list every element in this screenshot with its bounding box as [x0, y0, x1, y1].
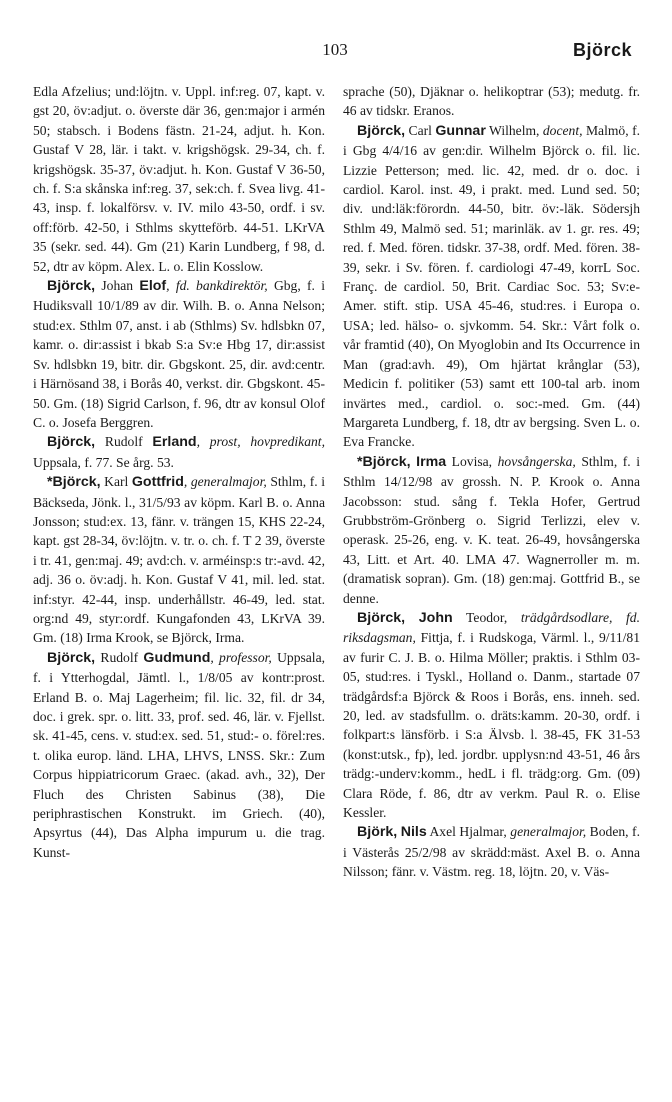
running-head: Björck	[572, 40, 632, 60]
entry-bjorck-gottfrid	[33, 472, 325, 648]
entry-given-bold: Elof	[139, 278, 167, 295]
entry-text: Sthlm, f. i Sthlm 14/12/98 av grossh. N. P. Krook o. Anna Jacobsson: stud. sång f. Tekla Hofer, Gertrud Grubbström-Grönberg o. Sigrid Terlizzi, elev v. operask. 25-26, eng. v. K. teat. 26-49, hovsångerska 43, Litt. et Art. 40. LMA 47. Wagnerroller m. m. (dramatisk sopran). Gm. (18) gen:maj. Gottfrid B., se denne.	[343, 453, 641, 606]
entry-text: Fittja, f. i Rudskoga, Värml. l., 9/11/81 av furir C. J. B. o. Hilma Möller; praktis. i Sthlm 03-05, stud:res. i Tyskl., Holland o. Danm., startade 07 trädgårdsf:a Björck & Roos i Borås, ens. inneh. sed. 20, led. av stadsfullm. o. dräts:kamm. 20-30, ordf. i folkpart:s länsförb. i S:a Älvsb. l. 38-45, FK 31-53 (konst:utsk., fp), led. jordbr. upplysn:nd 43-51, 46 års trädg:-underv:komm., hedL i fl. trädg:org. Gm. (09) Clara Röde, f. 86, dtr av verkm. Paul R. o. Elise Kessler.	[343, 630, 640, 821]
entry-bjorck-john	[343, 608, 640, 822]
entry-surname: *Björck,	[357, 453, 411, 470]
entry-given-pre: Karl	[100, 474, 132, 490]
entry-given-bold: Nils	[400, 824, 427, 841]
page-number: 103	[322, 40, 348, 59]
entry-bjork-nils	[343, 822, 640, 881]
entry-given-pre: Carl	[405, 122, 436, 138]
entry-bjorck-gunnar	[343, 121, 640, 452]
entry-given-bold: John	[418, 609, 453, 626]
entry-text: Uppsala, f. 77. Se årg. 53.	[33, 454, 174, 470]
entry-title: trädgårdsodlare, fd. riksdagsman,	[343, 609, 640, 646]
entry-given-post: Wilhelm,	[485, 122, 540, 138]
entry-surname: Björk,	[357, 824, 398, 841]
entry-bjorck-elof	[33, 276, 325, 432]
entry-text: Gbg, f. i Hudiksvall 10/1/89 av dir. Wilh. B. o. Anna Nelson; stud:ex. Sthlm 07, anst. i ab (Sthlms) Sv. hdlsbkn 07, kamr. o. dir:assist i bkab S:a Sv:e Hbg 17, dir:assist Sv. hdlsbkn 19, bitr. dir. Gbgskont. 25, dir. avd:centr. i Härnösand 38, i Borås 40, verkst. dir. Gbgskont. 45-50. Gm. (18) Sigrid Carlson, f. 96, dtr av konsul Olof C. o. Josefa Berggren.	[33, 278, 325, 430]
entry-surname: *Björck,	[47, 474, 101, 491]
entry-surname: Björck,	[357, 609, 406, 626]
entry-text: sprache (50), Djäknar o. helikoptrar (53); medutg. fr. 46 av tidskr. Eranos.	[343, 84, 640, 119]
entry-text: Uppsala, f. i Ytterhogdal, Jämtl. l., 1/8/05 av kontr:prost. Erland B. o. Maj Lagerheim; fil. lic. 32, fil. dr 34, doc. i grek. spr. o. litt. 33, prof. sed. 46, lär. v. Fjellst. sk. 41-45, cens. v. stud:ex. sed. 51, stud:- o. förel:res. t. olika europ. länd. LHA, LHVS, LNSS. Skr.: Zum Corpus hippiatricorum Graec. (akad. avh., 32), Der Fluch des Christen Sabinus (38), Die periphrastischen Konstrukt. im Griech. (40), Apsyrtus (44), Das Alpha impurum u. die trag. Kunst-	[33, 649, 326, 860]
entry-given-post: Lovisa,	[446, 453, 493, 469]
entry-title: , fd. bankdirektör,	[166, 278, 268, 294]
entry-text: Sthlm, f. i Bäckseda, Jönk. l., 31/5/93 av köpm. Karl B. o. Anna Jonsson; stud:ex. 13, fänr. v. trängen 15, KHS 22-24, kapt. gst 28-34, öv:löjtn. v. tr. o. ch. f. T 2 39, överste i tr. 41, gen:maj. 49; avd:ch. v. arméinsp:s tr:-avd. 42, adj. 36 o. öv:adj. h. Kon. Gustaf V 41, mil. led. stat. inf:styr. 42-44, insp. underhållstr. 46-49, led. stat. org:nd 49, styr:ordf. Kungafonden 43, LKrVA 39. Gm. (18) Irma Krook, se Björck, Irma.	[33, 474, 326, 646]
entry-given-post: Teodor,	[452, 609, 508, 625]
entry-text: Boden, f. i Västerås 25/2/98 av skrädd:mäst. Axel B. o. Anna Nilsson; fänr. v. Västm. reg. 18, löjtn. 20, v. Väs-	[343, 824, 640, 880]
entry-title: generalmajor,	[506, 824, 587, 840]
entry-title: , generalmajor,	[183, 474, 267, 490]
entry-title: , professor,	[210, 649, 272, 665]
right-column	[343, 82, 640, 882]
entry-given-bold: Gottfrid	[131, 474, 184, 491]
entry-bjorck-irma	[343, 452, 640, 608]
entry-bjorck-gudmund	[33, 648, 325, 862]
entry-bjorck-erland	[33, 432, 325, 472]
entry-title: , prost, hovpredikant,	[196, 434, 325, 450]
entry-surname: Björck,	[47, 649, 96, 666]
entry-surname: Björck,	[47, 434, 96, 451]
entry-given-bold: Gudmund	[143, 649, 211, 666]
entry-text: Malmö, f. i Gbg 4/4/16 av gen:dir. Wilhelm Björck o. fil. lic. Lizzie Petterson; med. lic. 42, med. dr o. doc. i cardiol. Karol. inst. 49, i prakt. med. Lund sed. 50; div. und:läk:förordn. 44-50, bitr. öv:-läk. Södersjh Sthlm 49, Malmö sed. 51; marinläk. av 1. gr. res. 49; red. f. Med. fören. tidskr. 37-38, ordf. Med. fören. 38-39, sekr. i Sv. fören. f. cardiologi 47-49, korrL Soc. Franç. de cardiol. 50, Brit. Cardiac Soc. 53; Sv:e-Amer. stift. stip. USA 45-46, stud:res. i Europa o. USA; led. hälso- o. sjvkomm. 54. Skr.: Vårt folk o. vår framtid (40), On Myoglobin and Its Occurrence in Man (grad:avh. 49), Om hjärtat krånglar (53), Medicin f. politiker (53) samt ett 100-tal arb. inom invärtes med., cardiol. o. soc:-med. Gm. (44) Margareta Lundberg, f. 18, dtr av bergsing. Sven L. o. Eva Francke.	[343, 122, 640, 450]
entry-surname: Björck,	[357, 122, 406, 139]
entry-given-pre: Rudolf	[95, 434, 153, 450]
entry-title: docent,	[539, 122, 583, 138]
entry-given-pre: Johan	[95, 278, 140, 294]
entry-surname: Björck,	[47, 278, 96, 295]
left-column	[33, 82, 325, 862]
entry-given-pre: Rudolf	[95, 649, 144, 665]
entry-text: Edla Afzelius; und:löjtn. v. Uppl. inf:reg. 07, kapt. v. gst 20, öv:adjut. o. överste där 36, gen:major i armén 50; stabsch. i Bodens fästn. 21-24, adjut. h. Kon. Gustaf V 28, lär. i takt. v. krigshögsk. 29-34, ch. f. krigshögsk. 35-37, öv:adjut. h. Kon. Gustaf V 36-50, ch. f. S:a skånska inf:reg. 37, sek:ch. f. Svea livg. 41-43, insp. f. lokalförsv. v. IV. milo 43-50, ordf. i sv. off:förb. 42-50, i Sthlms skytteförb. 44-51. LKrVA 35 (sekr. sed. 44). Gm (21) Karin Lundberg, f 98, d. 52, dtr av köpm. Alex. L. o. Elin Kosslow.	[33, 84, 325, 274]
entry-given-post: Axel Hjalmar,	[426, 824, 507, 840]
entry-continuation	[33, 82, 325, 276]
entry-given-bold: Erland	[152, 434, 197, 451]
entry-given-bold: Irma	[416, 453, 447, 470]
entry-title: hovsångerska,	[492, 453, 576, 469]
entry-continuation	[343, 82, 640, 121]
entry-given-pre	[405, 610, 419, 625]
entry-given-bold: Gunnar	[435, 122, 486, 139]
